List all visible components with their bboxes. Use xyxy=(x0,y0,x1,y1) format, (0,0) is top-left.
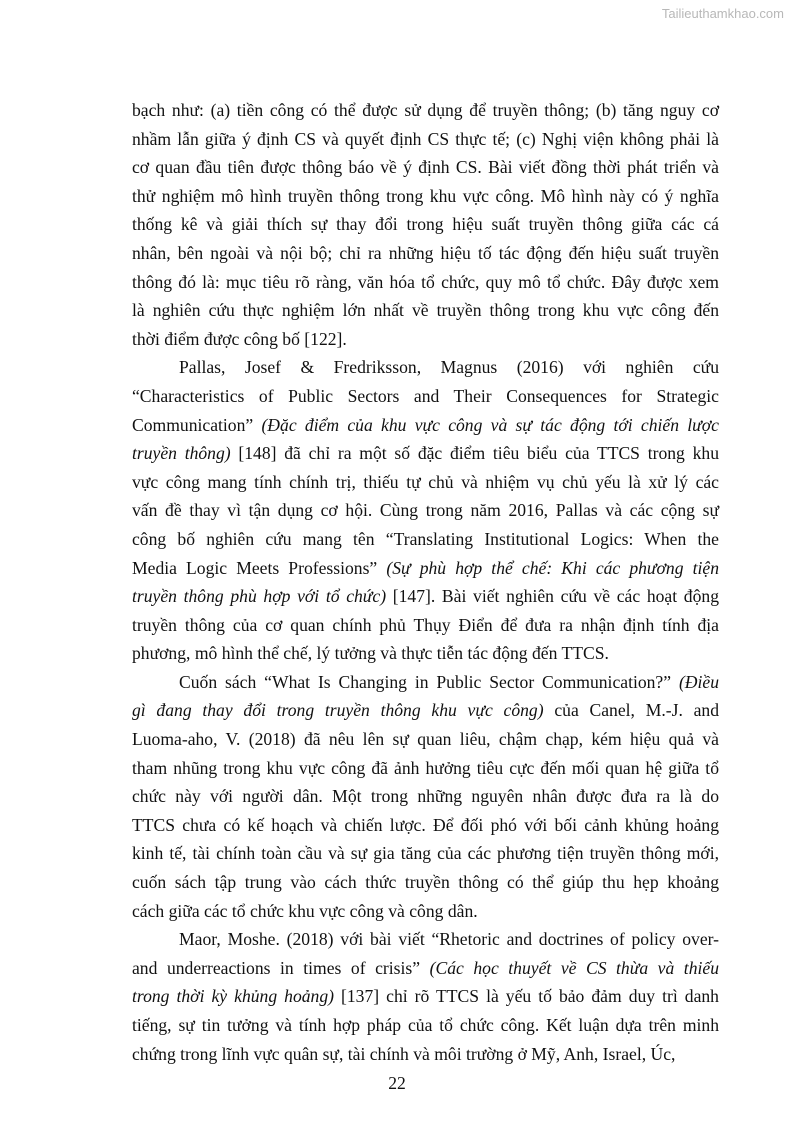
text-segment: thống kê và giải thích sự thay đổi trong hiệu suất truyền thông giữa các cá xyxy=(132,214,719,235)
text-line xyxy=(132,239,719,268)
paragraph xyxy=(132,925,719,1068)
text-line xyxy=(132,411,719,440)
text-segment: là nghiên cứu thực nghiệm lớn nhất về truyền thông trong khu vực công đến xyxy=(132,300,719,321)
text-segment: thời điểm được công bố [122]. xyxy=(132,328,347,349)
text-line xyxy=(132,696,719,725)
text-segment: Cuốn sách “What Is Changing in Public Sector Communication?” xyxy=(179,671,679,692)
text-segment: phương, mô hình thể chế, lý tưởng và thực tiễn tác động đến TTCS. xyxy=(132,643,609,664)
text-segment: kinh tế, tài chính toàn cầu và sự gia tăng của các phương tiện truyền thông mới, xyxy=(132,843,719,864)
text-segment: nhầm lẫn giữa ý định CS và quyết định CS thực tế; (c) Nghị viện không phải là xyxy=(132,128,719,149)
page-number: 22 xyxy=(388,1073,406,1093)
text-line xyxy=(132,496,719,525)
text-segment: bạch như: (a) tiền công có thể được sử dụng để truyền thông; (b) tăng nguy cơ xyxy=(132,100,719,120)
text-line xyxy=(132,611,719,640)
text-segment: Communication” xyxy=(132,414,262,435)
italic-text-segment: (Các học thuyết về CS thừa và thiếu xyxy=(429,957,719,978)
text-segment: cơ quan đầu tiên được thông báo về ý định CS. Bài viết đồng thời phát triển và xyxy=(132,157,719,178)
text-line xyxy=(132,639,719,668)
text-segment: TTCS chưa có kế hoạch và chiến lược. Để đối phó với bối cảnh khủng hoảng xyxy=(132,814,719,835)
italic-text-segment: (Đặc điểm của khu vực công và sự tác động tới chiến lược xyxy=(261,414,719,435)
text-line xyxy=(132,353,719,382)
paragraph xyxy=(132,353,719,668)
italic-text-segment: (Sự phù hợp thể chế: Khi các phương tiện xyxy=(386,557,719,578)
text-segment: công bố nghiên cứu mang tên “Translating Institutional Logics: When the xyxy=(132,528,719,549)
text-segment: vực công mang tính chính trị, thiếu tự chủ và nhiệm vụ chủ yếu là xử lý các xyxy=(132,471,719,492)
text-segment: thử nghiệm mô hình truyền thông trong khu vực công. Mô hình này có ý nghĩa xyxy=(132,185,719,206)
text-segment: vấn đề thay vì tận dụng cơ hội. Cùng trong năm 2016, Pallas và các cộng sự xyxy=(132,500,719,521)
italic-text-segment: truyền thông phù hợp với tổ chức) xyxy=(132,586,387,607)
text-segment: nhân, bên ngoài và nội bộ; chỉ ra những hiệu tố tác động đến hiệu suất truyền xyxy=(132,242,719,263)
text-segment: Maor, Moshe. (2018) với bài viết “Rhetoric and doctrines of policy over- xyxy=(179,929,719,950)
text-line xyxy=(132,782,719,811)
text-line xyxy=(132,554,719,583)
text-line xyxy=(132,468,719,497)
text-line xyxy=(132,210,719,239)
text-segment: Pallas, Josef & Fredriksson, Magnus (2016) với nghiên cứu xyxy=(179,357,719,378)
text-line xyxy=(132,811,719,840)
text-line xyxy=(132,125,719,154)
text-line xyxy=(132,582,719,611)
document-body xyxy=(132,96,719,1068)
text-segment: [137] chỉ rõ TTCS là yếu tố bảo đảm duy trì danh xyxy=(334,986,719,1007)
text-segment: truyền thông của cơ quan chính phủ Thụy Điển để đưa ra nhận định tính địa xyxy=(132,614,719,635)
text-segment: [147]. Bài viết nghiên cứu về các hoạt động xyxy=(386,586,719,607)
text-line xyxy=(132,153,719,182)
text-line xyxy=(132,982,719,1011)
text-line xyxy=(132,925,719,954)
italic-text-segment: gì đang thay đổi trong truyền thông khu vực công) xyxy=(132,700,544,721)
text-segment: and underreactions in times of crisis” xyxy=(132,957,430,978)
text-segment: [148] đã chỉ ra một số đặc điểm tiêu biểu của TTCS trong khu xyxy=(230,443,720,464)
text-line xyxy=(132,1011,719,1040)
text-segment: Media Logic Meets Professions” xyxy=(132,557,387,578)
text-segment: Luoma-aho, V. (2018) đã nêu lên sự quan liêu, chậm chạp, kém hiệu quả và xyxy=(132,729,719,750)
italic-text-segment: trong thời kỳ khủng hoảng) xyxy=(132,986,334,1007)
text-line xyxy=(132,525,719,554)
text-line xyxy=(132,1040,719,1069)
watermark-text: Tailieuthamkhao.com xyxy=(661,6,784,21)
text-line xyxy=(132,96,719,125)
text-line xyxy=(132,754,719,783)
text-line xyxy=(132,868,719,897)
italic-text-segment: truyền thông) xyxy=(132,443,231,464)
text-segment: tiếng, sự tin tưởng và tính hợp pháp của tổ chức công. Kết luận dựa trên minh xyxy=(132,1015,719,1035)
italic-text-segment: (Điều xyxy=(678,671,719,692)
text-line xyxy=(132,954,719,983)
paragraph xyxy=(132,668,719,925)
text-segment: chứng trong lĩnh vực quân sự, tài chính và môi trường ở Mỹ, Anh, Israel, Úc, xyxy=(132,1043,676,1064)
text-segment: “Characteristics of Public Sectors and Their Consequences for Strategic xyxy=(132,385,719,406)
text-segment: chức này với người dân. Một trong những nguyên nhân được đưa ra là do xyxy=(132,786,719,807)
text-line xyxy=(132,839,719,868)
text-line xyxy=(132,325,719,354)
text-line xyxy=(132,897,719,926)
text-segment: tham nhũng trong khu vực công đã ảnh hưởng tiêu cực đến mối quan hệ giữa tổ xyxy=(132,757,719,778)
text-line xyxy=(132,439,719,468)
text-line xyxy=(132,725,719,754)
text-line xyxy=(132,268,719,297)
text-line xyxy=(132,382,719,411)
text-segment: cách giữa các tổ chức khu vực công và công dân. xyxy=(132,900,478,921)
paragraph xyxy=(132,96,719,353)
text-segment: của Canel, M.-J. and xyxy=(543,700,720,721)
text-line xyxy=(132,668,719,697)
text-segment: thông đó là: mục tiêu rõ ràng, văn hóa tổ chức, quy mô tổ chức. Đây được xem xyxy=(132,271,719,292)
text-line xyxy=(132,296,719,325)
text-segment: cuốn sách tập trung vào cách thức truyền thông có thể giúp thu hẹp khoảng xyxy=(132,872,719,893)
text-line xyxy=(132,182,719,211)
